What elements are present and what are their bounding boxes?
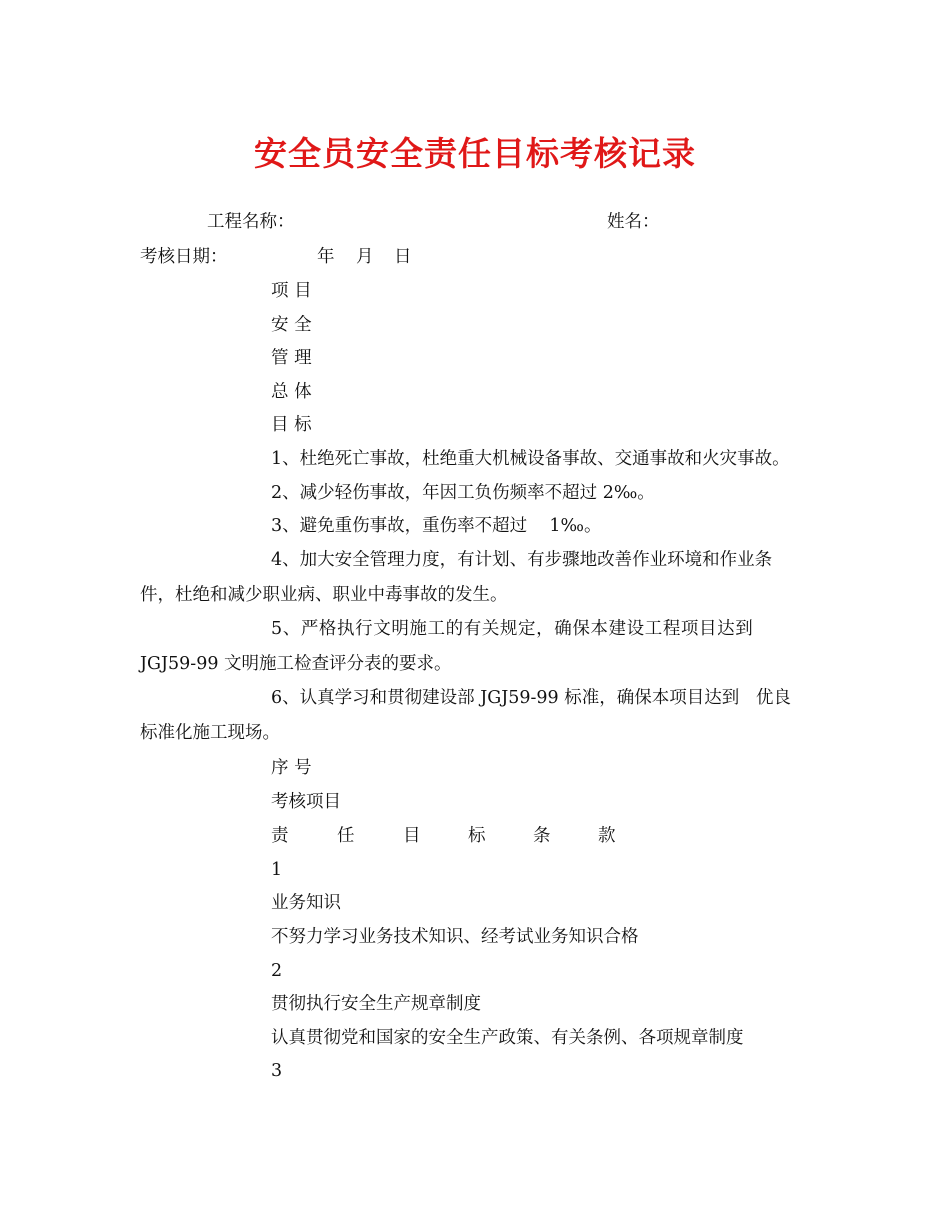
goal-line: 6、认真学习和贯彻建设部 JGJ59-99 标准，确保本项目达到 优良	[271, 688, 791, 708]
goal-line: 5、严格执行文明施工的有关规定，确保本建设工程项目达到	[271, 619, 754, 639]
goal-line: 件，杜绝和减少职业病、职业中毒事故的发生。	[140, 585, 508, 605]
terms-header-char: 责	[271, 826, 289, 846]
date-month: 月	[356, 247, 374, 267]
section-heading-line: 管 理	[271, 348, 312, 368]
goal-line: 2、减少轻伤事故，年因工负伤频率不超过 2‰。	[271, 483, 655, 503]
date-label: 考核日期：	[140, 247, 228, 267]
row-number: 2	[271, 961, 283, 981]
section-heading-line: 项 目	[271, 281, 312, 301]
goal-line: 标准化施工现场。	[140, 723, 280, 743]
goal-line: 1、杜绝死亡事故，杜绝重大机械设备事故、交通事故和火灾事故。	[271, 449, 790, 469]
section-heading-line: 总 体	[271, 382, 312, 402]
terms-header-char: 目	[403, 826, 421, 846]
document-title: 安全员安全责任目标考核记录	[254, 134, 696, 173]
row-description: 不努力学习业务技术知识、经考试业务知识合格	[271, 927, 639, 947]
date-day: 日	[394, 247, 412, 267]
project-name-label: 工程名称：	[207, 212, 295, 232]
item-header: 考核项目	[271, 792, 341, 812]
section-heading-line: 目 标	[271, 415, 312, 435]
goal-line: 3、避免重伤事故，重伤率不超过 1‰。	[271, 516, 602, 536]
goal-line: 4、加大安全管理力度，有计划、有步骤地改善作业环境和作业条	[271, 550, 773, 570]
terms-header-char: 条	[533, 826, 551, 846]
row-item: 业务知识	[271, 893, 341, 913]
seq-header: 序 号	[271, 758, 312, 778]
terms-header-char: 任	[337, 826, 355, 846]
goal-line: JGJ59-99 文明施工检查评分表的要求。	[140, 654, 452, 674]
row-item: 贯彻执行安全生产规章制度	[271, 994, 481, 1014]
row-number: 1	[271, 860, 283, 880]
terms-header-char: 标	[468, 826, 486, 846]
date-year: 年	[317, 247, 335, 267]
row-number: 3	[271, 1061, 283, 1081]
name-label: 姓名：	[607, 212, 660, 232]
section-heading-line: 安 全	[271, 315, 312, 335]
row-description: 认真贯彻党和国家的安全生产政策、有关条例、各项规章制度	[271, 1028, 744, 1048]
terms-header-char: 款	[598, 826, 616, 846]
